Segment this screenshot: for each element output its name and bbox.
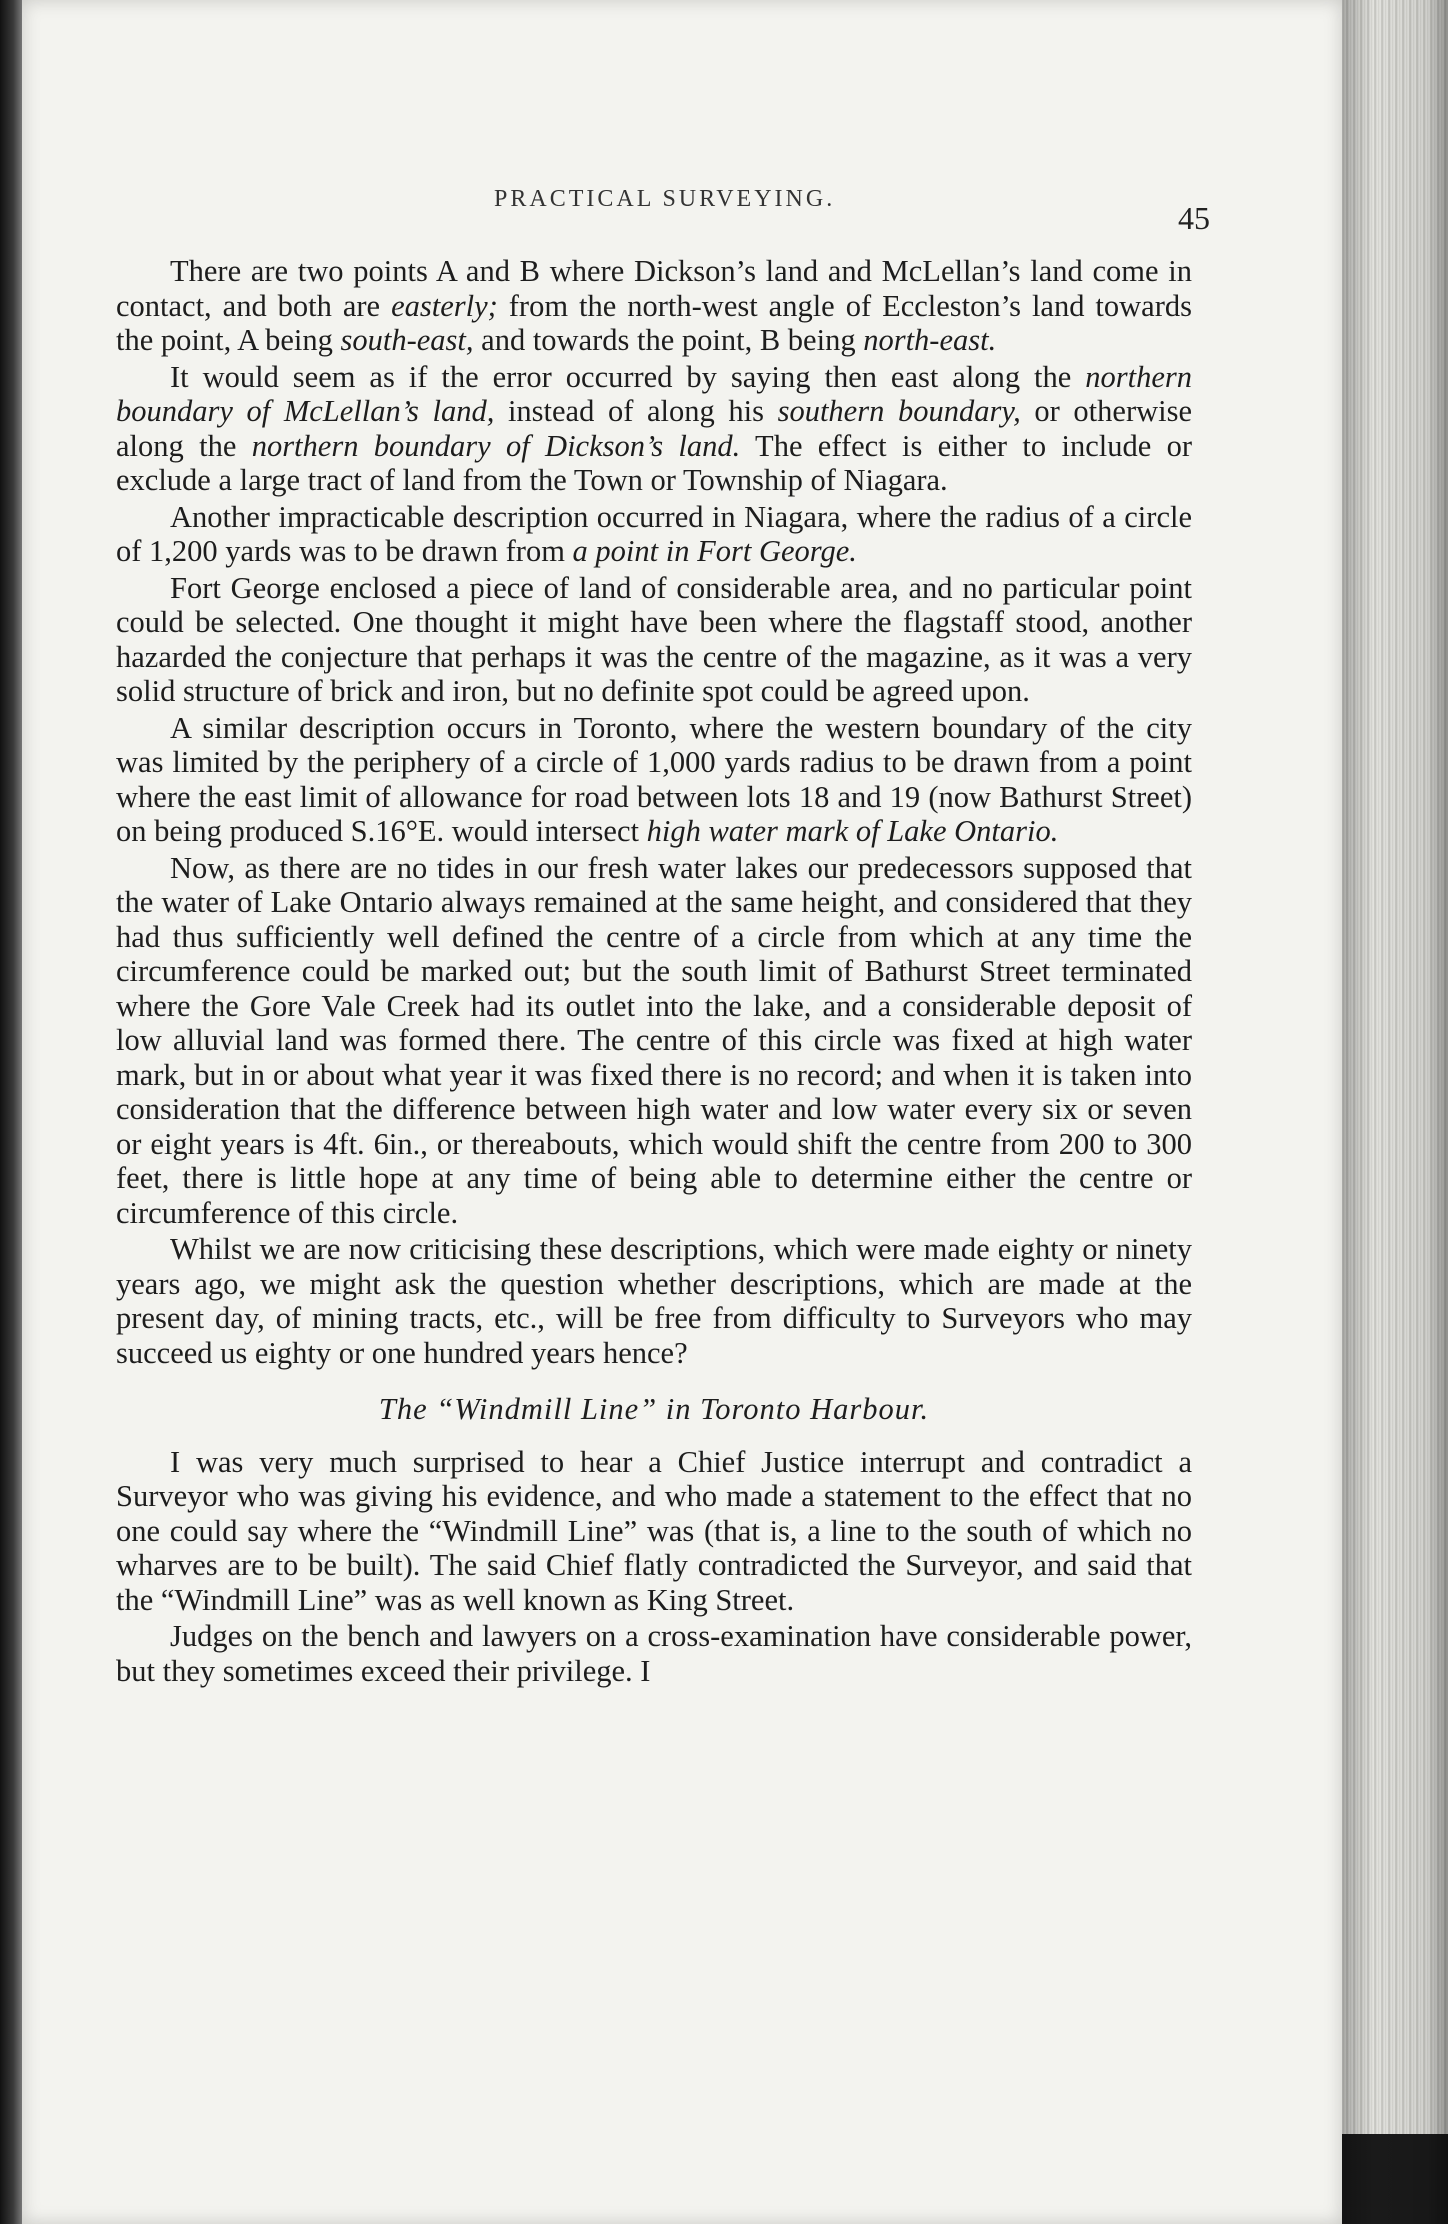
paragraph-5: A similar description occurs in Toronto, where the western boundary of the city was limited by the periphery of a circle of 1,000 yards radius to be drawn from a point where the east limit of allowance for road between lots 18 and 19 (now Bathurst Street) on being produced S.16°E. would intersect high water mark of Lake Ontario. <box>116 710 1192 848</box>
paragraph-6: Now, as there are no tides in our fresh water lakes our predecessors supposed that the water of Lake Ontario always remained at the same height, and considered that they had thus sufficiently well defined the centre of a circle from which at any time the circumference could be marked out; but the south limit of Bathurst Street terminated where the Gore Vale Creek had its outlet into the lake, and a considerable deposit of low alluvial land was formed there. The centre of this circle was fixed at high water mark, but in or about what year it was fixed there is no record; and when it is taken into consideration that the difference between high water and low water every six or seven or eight years is 4ft. 6in., or thereabouts, which would shift the centre from 200 to 300 feet, there is little hope at any time of being able to determine either the centre or circumference of this circle. <box>116 850 1192 1230</box>
page-body <box>116 254 1192 1690</box>
paragraph-3: Another impracticable description occurred in Niagara, where the radius of a circle of 1,200 yards was to be drawn from a point in Fort George. <box>116 499 1192 568</box>
paragraph-8: I was very much surprised to hear a Chief Justice interrupt and contradict a Surveyor who was giving his evidence, and who made a statement to the effect that no one could say where the “Windmill Line” was (that is, a line to the south of which no wharves are to be built). The said Chief flatly contradicted the Surveyor, and said that the “Windmill Line” was as well known as King Street. <box>116 1444 1192 1617</box>
paragraph-2: It would seem as if the error occurred by saying then east along the northern boundary of McLellan’s land, instead of along his southern boundary, or otherwise along the northern boundary of Dickson’s land. The effect is either to include or exclude a large tract of land from the Town or Township of Niagara. <box>116 359 1193 497</box>
section-heading: The “Windmill Line” in Toronto Harbour. <box>378 1392 930 1426</box>
scan-border-left <box>0 0 22 2224</box>
page-stack-edge <box>1342 0 1448 2224</box>
running-header: PRACTICAL SURVEYING. <box>494 186 836 212</box>
paragraph-1: There are two points A and B where Dickson’s land and McLellan’s land come in contact, and both are easterly; from the north-west angle of Eccleston’s land towards the point, A being south-east, and towards the point, B being north-east. <box>116 254 1192 357</box>
paragraph-7: Whilst we are now criticising these descriptions, which were made eighty or ninety years ago, we might ask the question whether descriptions, which are made at the present day, of mining tracts, etc., will be free from difficulty to Surveyors who may succeed us eighty or one hundred years hence? <box>116 1232 1192 1370</box>
page-number: 45 <box>1178 200 1210 236</box>
paragraph-4: Fort George enclosed a piece of land of considerable area, and no particular point could be selected. One thought it might have been where the flagstaff stood, another hazarded the conjecture that perhaps it was the centre of the magazine, as it was a very solid structure of brick and iron, but no definite spot could be agreed upon. <box>116 570 1192 708</box>
paragraph-9: Judges on the bench and lawyers on a cross-examination have considerable power, but they sometimes exceed their privilege. I <box>116 1619 1192 1688</box>
book-page <box>22 0 1342 2224</box>
